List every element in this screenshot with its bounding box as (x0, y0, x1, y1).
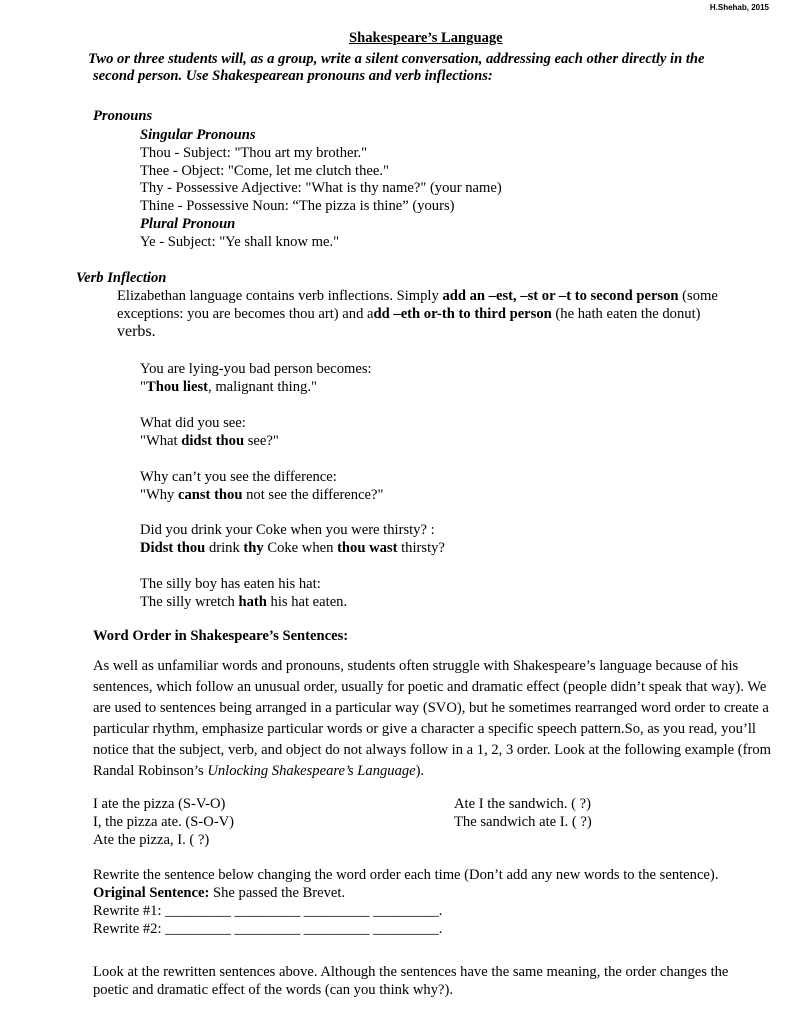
closing-line-1: Look at the rewritten sentences above. Although the sentences have the same meaning, the order changes the (93, 964, 729, 980)
rewrite-instruction: Rewrite the sentence below changing the word order each time (Don’t add any new words to the sentence). (93, 867, 719, 883)
example-2-answer: "What didst thou see?" (140, 433, 279, 449)
pronoun-ye: Ye - Subject: "Ye shall know me." (140, 234, 340, 250)
example-2-prompt: What did you see: (140, 415, 246, 431)
plural-pronoun-heading: Plural Pronoun (140, 216, 236, 232)
example-4-prompt: Did you drink your Coke when you were thirsty? : (140, 522, 435, 538)
original-sentence: Original Sentence: She passed the Brevet. (93, 885, 346, 901)
pronoun-thou: Thou - Subject: "Thou art my brother." (140, 145, 368, 161)
intro-line-2: second person. Use Shakespearean pronouns and verb inflections: (93, 68, 493, 84)
order-example-question-2: Ate I the sandwich. ( ?) (454, 796, 591, 812)
example-5-prompt: The silly boy has eaten his hat: (140, 576, 321, 592)
example-5-answer: The silly wretch hath his hat eaten. (140, 594, 348, 610)
closing-line-2: poetic and dramatic effect of the words (can you think why?). (93, 982, 453, 998)
word-order-paragraph: As well as unfamiliar words and pronouns, students often struggle with Shakespeare’s language because of his sentences, which follow an unusual order, usually for poetic and dramatic effect (people didn’t speak that way). We are used to sentences being arranged in a particular way (SVO), but he sometimes rearranged word order to create a particular rhythm, emphasize particular words or give a character a specific speech pattern.So, as you read, you’ll notice that the subject, verb, and object do not always follow in a 1, 2, 3 order. Look at the following example (from Randal Robinson’s Unlocking Shakespeare’s Language). (93, 658, 772, 779)
order-example-sov: I, the pizza ate. (S-O-V) (93, 814, 235, 830)
author-header: H.Shehab, 2015 (709, 3, 769, 12)
verb-inflection-line-3: verbs. (117, 323, 156, 340)
order-example-question-1: Ate the pizza, I. ( ?) (93, 832, 210, 848)
singular-pronouns-heading: Singular Pronouns (140, 127, 256, 143)
pronoun-thy: Thy - Possessive Adjective: "What is thy name?" (your name) (140, 180, 502, 196)
verb-inflection-heading: Verb Inflection (76, 270, 167, 286)
order-example-svo: I ate the pizza (S-V-O) (93, 796, 226, 812)
word-order-heading: Word Order in Shakespeare’s Sentences: (93, 628, 349, 644)
example-4-answer: Didst thou drink thy Coke when thou wast thirsty? (140, 540, 445, 556)
example-1-prompt: You are lying-you bad person becomes: (140, 361, 372, 377)
verb-inflection-line-2: exceptions: you are becomes thou art) and add –eth or-th to third person (he hath eaten the donut) (117, 306, 701, 322)
rewrite-line-1: Rewrite #1: _________ _________ _________ _________. (93, 903, 443, 919)
verb-inflection-line-1: Elizabethan language contains verb inflections. Simply add an –est, –st or –t to second person (some (117, 288, 718, 304)
example-3-answer: "Why canst thou not see the difference?" (140, 487, 384, 503)
pronoun-thine: Thine - Possessive Noun: “The pizza is thine” (yours) (140, 198, 455, 214)
pronoun-thee: Thee - Object: "Come, let me clutch thee." (140, 163, 389, 179)
example-1-answer: "Thou liest, malignant thing." (140, 379, 317, 395)
pronouns-heading: Pronouns (93, 108, 153, 124)
order-example-question-3: The sandwich ate I. ( ?) (454, 814, 592, 830)
rewrite-line-2: Rewrite #2: _________ _________ _________ _________. (93, 921, 443, 937)
example-3-prompt: Why can’t you see the difference: (140, 469, 337, 485)
intro-line-1: Two or three students will, as a group, write a silent conversation, addressing each other directly in the (88, 51, 705, 67)
page-title: Shakespeare’s Language (349, 30, 503, 46)
